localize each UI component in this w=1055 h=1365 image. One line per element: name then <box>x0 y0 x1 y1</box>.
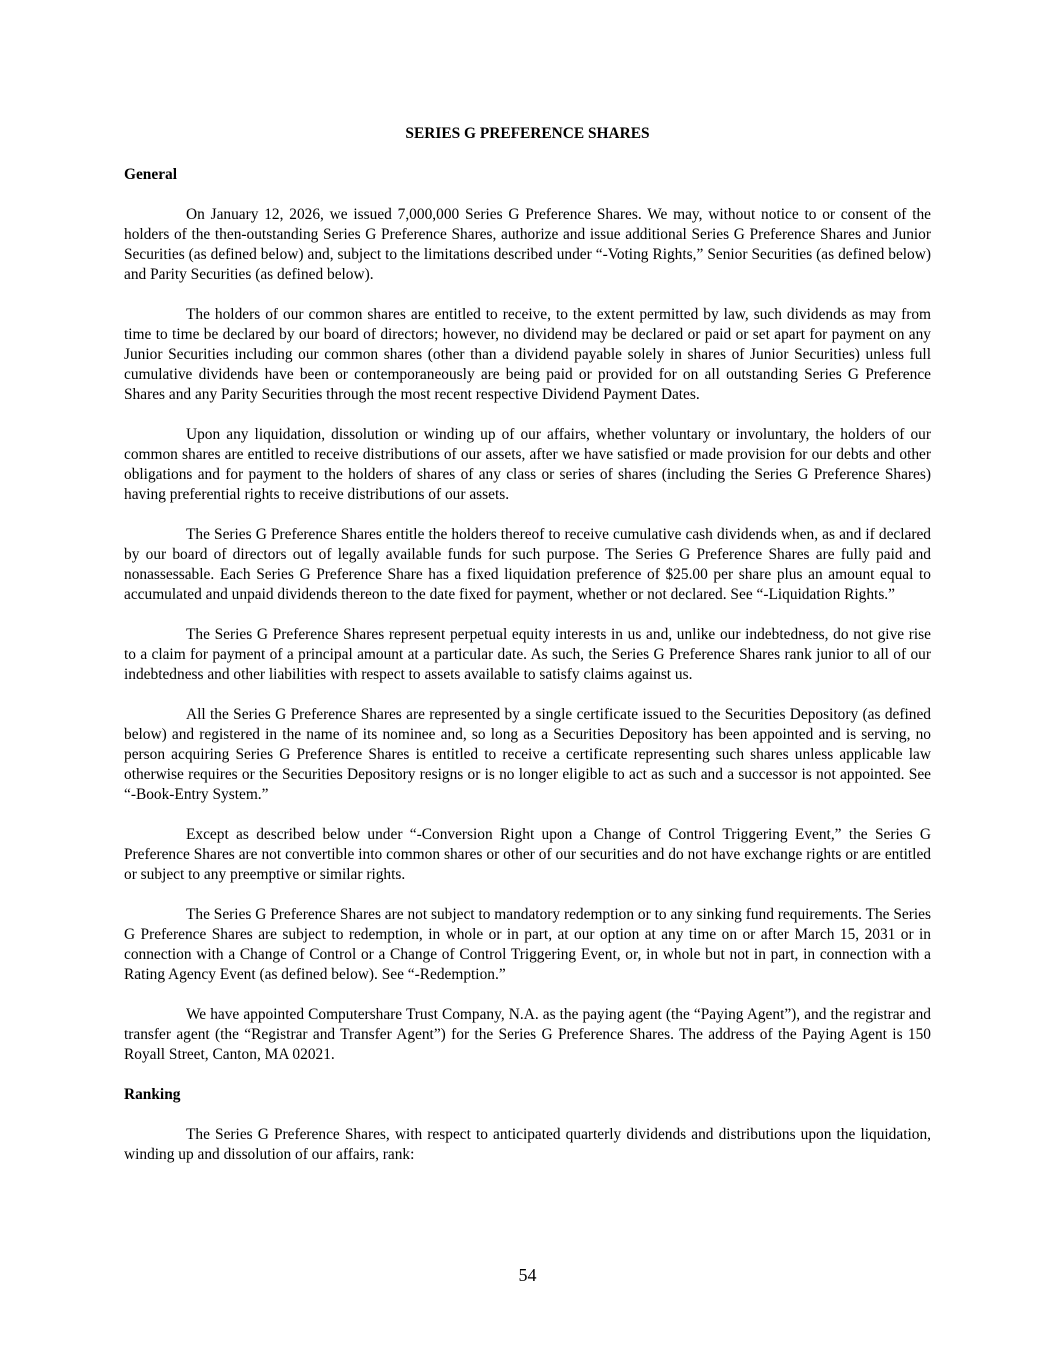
paragraph: Upon any liquidation, dissolution or winding up of our affairs, whether voluntary or involuntary, the holders of our common shares are entitled to receive distributions of our assets, after we have satisfied or made provision for our debts and other obligations and for payment to the holders of shares of any class or series of shares (including the Series G Preference Shares) having preferential rights to receive distributions of our assets. <box>124 426 931 503</box>
paragraph: All the Series G Preference Shares are represented by a single certificate issued to the Securities Depository (as defined below) and registered in the name of its nominee and, so long as a Securities Depository has been appointed and is serving, no person acquiring Series G Preference Shares is entitled to receive a certificate representing such shares unless applicable law otherwise requires or the Securities Depository resigns or is no longer eligible to act as such and a successor is not appointed. See “-Book-Entry System.” <box>124 706 931 803</box>
document-title: SERIES G PREFERENCE SHARES <box>405 125 650 142</box>
paragraph: Except as described below under “-Conversion Right upon a Change of Control Triggering Event,” the Series G Preference Shares are not convertible into common shares or other of our securities and do not have exchange rights or are entitled or subject to any preemptive or similar rights. <box>124 826 931 883</box>
section-heading-ranking: Ranking <box>124 1086 181 1103</box>
paragraph: We have appointed Computershare Trust Company, N.A. as the paying agent (the “Paying Agent”), and the registrar and transfer agent (the “Registrar and Transfer Agent”) for the Series G Preference Shares. The address of the Paying Agent is 150 Royall Street, Canton, MA 02021. <box>124 1006 931 1063</box>
paragraph: The Series G Preference Shares, with respect to anticipated quarterly dividends and distributions upon the liquidation, winding up and dissolution of our affairs, rank: <box>124 1126 931 1163</box>
paragraph: The Series G Preference Shares represent perpetual equity interests in us and, unlike our indebtedness, do not give rise to a claim for payment of a principal amount at a particular date. As such, the Series G Preference Shares rank junior to all of our indebtedness and other liabilities with respect to assets available to satisfy claims against us. <box>124 626 931 683</box>
paragraph: The holders of our common shares are entitled to receive, to the extent permitted by law, such dividends as may from time to time be declared by our board of directors; however, no dividend may be declared or paid or set apart for payment on any Junior Securities including our common shares (other than a dividend payable solely in shares of Junior Securities) unless full cumulative dividends have been or contemporaneously are being paid or provided for on all outstanding Series G Preference Shares and any Parity Securities through the most recent respective Dividend Payment Dates. <box>124 306 931 403</box>
paragraph: The Series G Preference Shares entitle the holders thereof to receive cumulative cash dividends when, as and if declared by our board of directors out of legally available funds for such purpose. The Series G Preference Shares are fully paid and nonassessable. Each Series G Preference Share has a fixed liquidation preference of $25.00 per share plus an amount equal to accumulated and unpaid dividends thereon to the date fixed for payment, whether or not declared. See “-Liquidation Rights.” <box>124 526 931 603</box>
document-page <box>124 124 931 1185</box>
paragraph: The Series G Preference Shares are not subject to mandatory redemption or to any sinking fund requirements. The Series G Preference Shares are subject to redemption, in whole or in part, at our option at any time on or after March 15, 2031 or in connection with a Change of Control or a Change of Control Triggering Event, or, in whole but not in part, in connection with a Rating Agency Event (as defined below). See “-Redemption.” <box>124 906 931 983</box>
page-number: 54 <box>518 1265 537 1285</box>
paragraph: On January 12, 2026, we issued 7,000,000 Series G Preference Shares. We may, without notice to or consent of the holders of the then-outstanding Series G Preference Shares, authorize and issue additional Series G Preference Shares and Junior Securities (as defined below) and, subject to the limitations described under “-Voting Rights,” Senior Securities (as defined below) and Parity Securities (as defined below). <box>124 206 931 283</box>
section-heading-general: General <box>124 166 177 183</box>
